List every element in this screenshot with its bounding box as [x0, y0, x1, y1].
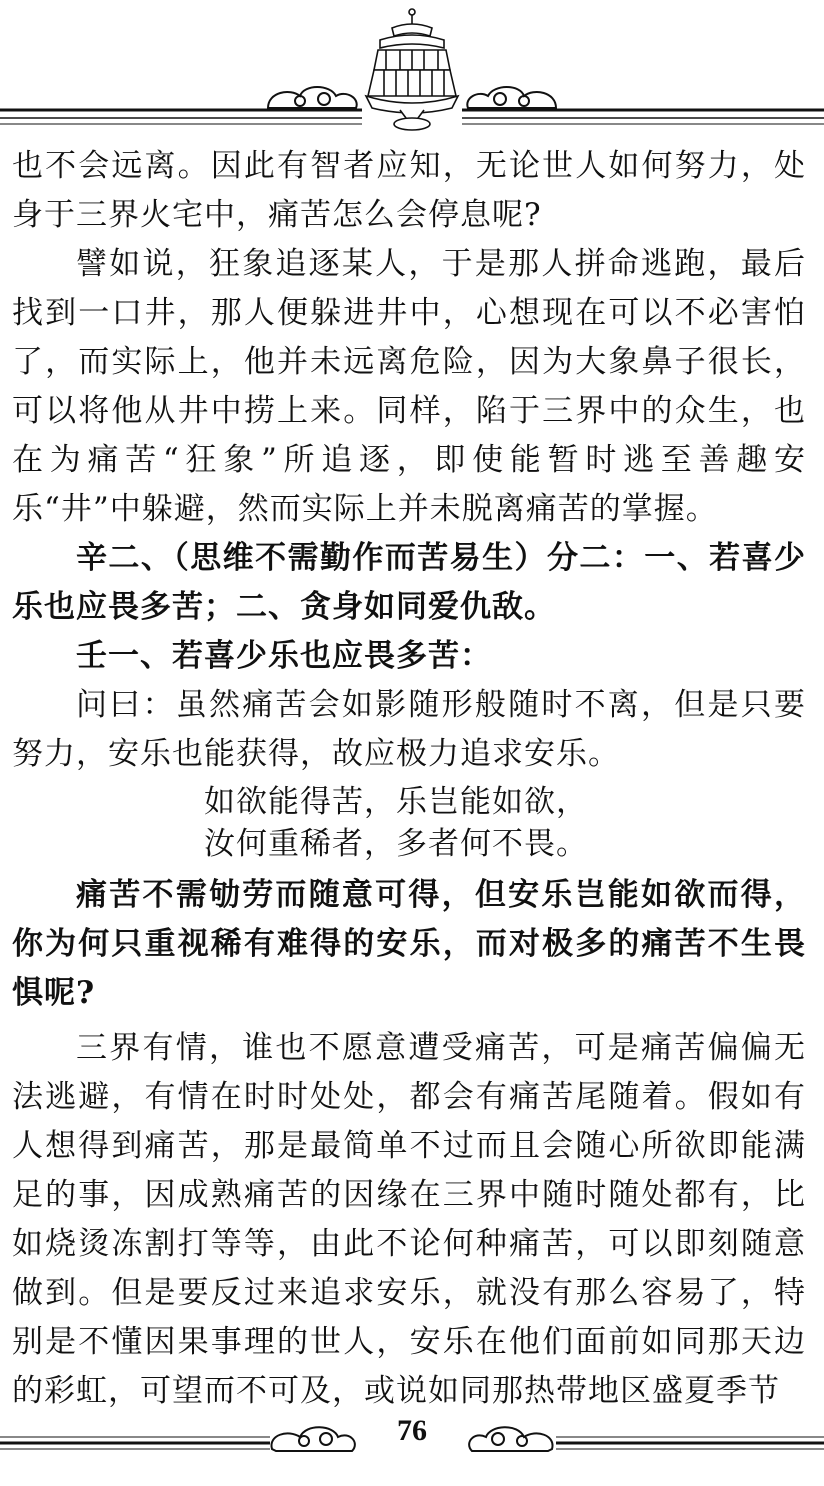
- page-header-ornament: [0, 0, 824, 140]
- paragraph-question: 问曰：虽然痛苦会如影随形般随时不离，但是只要努力，安乐也能获得，故应极力追求安乐。: [12, 687, 806, 772]
- cloud-icon-footer-left: [271, 1427, 354, 1451]
- verse-line-1: 如欲能得苦，乐岂能如欲，: [204, 784, 588, 820]
- cloud-icon-right: [467, 87, 556, 108]
- verse-block: [12, 781, 806, 865]
- page-content: [12, 142, 806, 1416]
- section-heading-ren-yi: 壬一、若喜少乐也应畏多苦：: [76, 638, 492, 674]
- page-number: 76: [397, 1414, 427, 1447]
- cloud-icon-footer-right: [469, 1427, 552, 1451]
- verse-line-2: 汝何重稀者，多者何不畏。: [204, 826, 588, 862]
- paragraph-explanation: 三界有情，谁也不愿意遭受痛苦，可是痛苦偏偏无法逃避，有情在时时处处，都会有痛苦尾随着。假如有人想得到痛苦，那是最简单不过而且会随心所欲即能满足的事，因成熟痛苦的因缘在三界中随时随处都有，比如烧烫冻割打等等，由此不论何种痛苦，可以即刻随意做到。但是要反过来追求安乐，就没有那么容易了，特别是不懂因果事理的世人，安乐在他们面前如同那天边的彩虹，可望而不可及，或说如同那热带地区盛夏季节: [12, 1030, 806, 1409]
- victory-banner-icon: [362, 9, 462, 132]
- paragraph-analogy: 譬如说，狂象追逐某人，于是那人拼命逃跑，最后找到一口井，那人便躲进井中，心想现在可以不必害怕了，而实际上，他并未远离危险，因为大象鼻子很长，可以将他从井中捞上来。同样，陷于三界中的众生，也在为痛苦“狂象”所追逐，即使能暂时逃至善趣安乐“井”中躲避，然而实际上并未脱离痛苦的掌握。: [12, 246, 806, 527]
- paragraph-continuation: 也不会远离。因此有智者应知，无论世人如何努力，处身于三界火宅中，痛苦怎么会停息呢?: [12, 148, 806, 233]
- verse-commentary: 痛苦不需劬劳而随意可得，但安乐岂能如欲而得，你为何只重视稀有难得的安乐，而对极多的痛苦不生畏惧呢?: [12, 877, 806, 1011]
- cloud-icon-left: [268, 87, 357, 108]
- section-heading-xin-er: 辛二、（思维不需勤作而苦易生）分二：一、若喜少乐也应畏多苦；二、贪身如同爱仇敌。: [12, 540, 806, 625]
